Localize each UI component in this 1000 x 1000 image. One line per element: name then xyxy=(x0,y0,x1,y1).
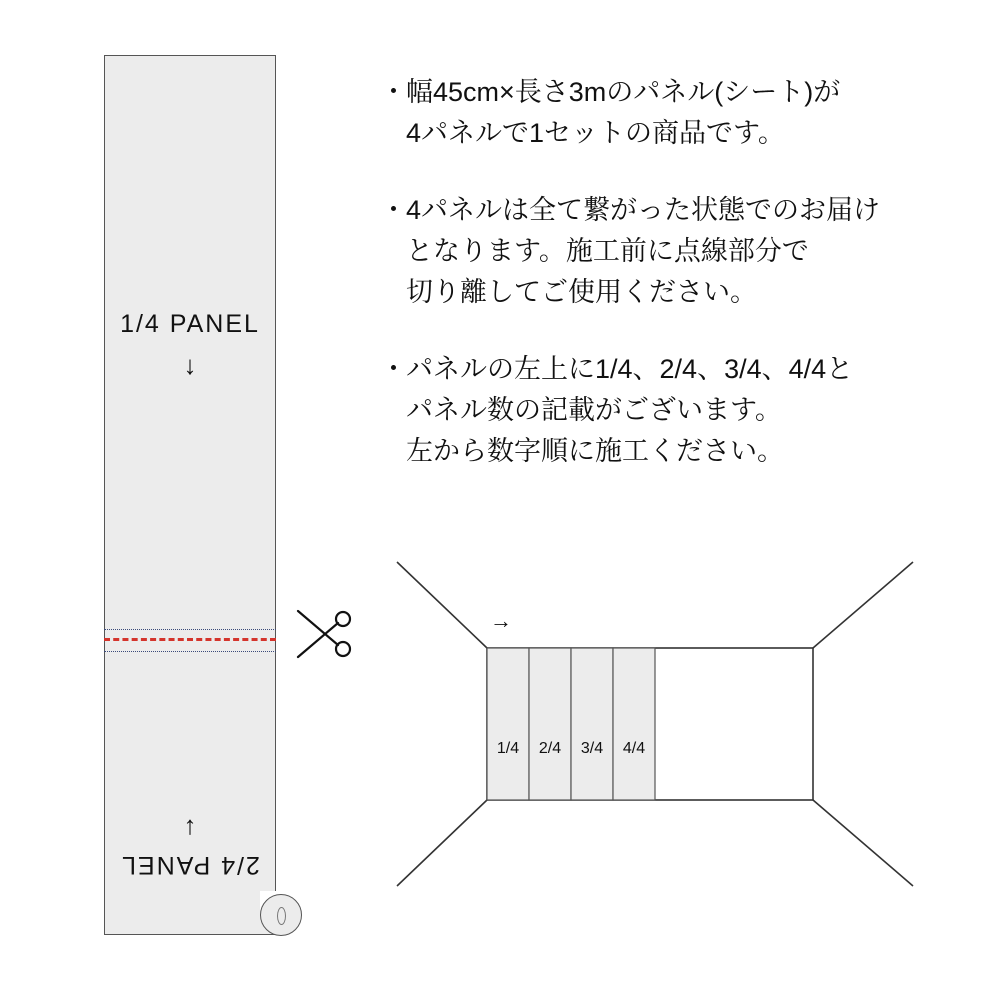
cut-line-group xyxy=(104,625,276,655)
bullet-mark: ・ xyxy=(380,195,407,225)
room-panel-label-3: 3/4 xyxy=(580,740,604,757)
list-item xyxy=(380,72,950,154)
instruction-line: パネルの左上に1/4、2/4、3/4、4/4と xyxy=(406,354,854,384)
room-panel-label-4: 4/4 xyxy=(622,740,646,757)
roll-bottom-panel-label: 2/4 PANEL xyxy=(120,851,260,879)
scissors-icon xyxy=(290,605,360,665)
roll-core xyxy=(260,894,302,936)
instruction-text xyxy=(406,190,880,313)
instruction-line: パネル数の記載がございます。 xyxy=(406,395,782,425)
instruction-line: 切り離してご使用ください。 xyxy=(406,277,757,307)
list-item xyxy=(380,349,950,472)
down-arrow-icon: ↓ xyxy=(183,350,197,380)
guide-line-top xyxy=(104,629,276,630)
room-installation-diagram xyxy=(395,560,915,890)
instruction-line: 幅45cm×長さ3mのパネル(シート)が xyxy=(406,77,841,107)
instruction-text xyxy=(406,349,853,472)
room-panel-label-2: 2/4 xyxy=(538,740,562,757)
up-arrow-icon: ↑ xyxy=(183,810,197,840)
direction-arrow-icon: → xyxy=(490,608,512,633)
bullet-mark: ・ xyxy=(380,354,407,384)
instruction-line: 左から数字順に施工ください。 xyxy=(406,436,784,466)
cut-line-dashed xyxy=(104,638,276,641)
bullet-mark: ・ xyxy=(380,77,407,107)
instruction-line: 4パネルで1セットの商品です。 xyxy=(406,118,785,148)
room-panel-label-1: 1/4 xyxy=(496,740,520,757)
instruction-text xyxy=(406,72,840,154)
instruction-line: 4パネルは全て繋がった状態でのお届け xyxy=(406,195,881,225)
roll-top-panel-label: 1/4 PANEL xyxy=(120,310,260,338)
roll-sheet-body xyxy=(104,55,276,935)
instructions-list xyxy=(380,72,950,508)
instruction-line: となります。施工前に点線部分で xyxy=(406,236,809,266)
guide-line-bottom xyxy=(104,651,276,652)
roll-core-hole xyxy=(277,907,286,925)
panel-roll-diagram xyxy=(104,55,276,935)
list-item xyxy=(380,190,950,313)
